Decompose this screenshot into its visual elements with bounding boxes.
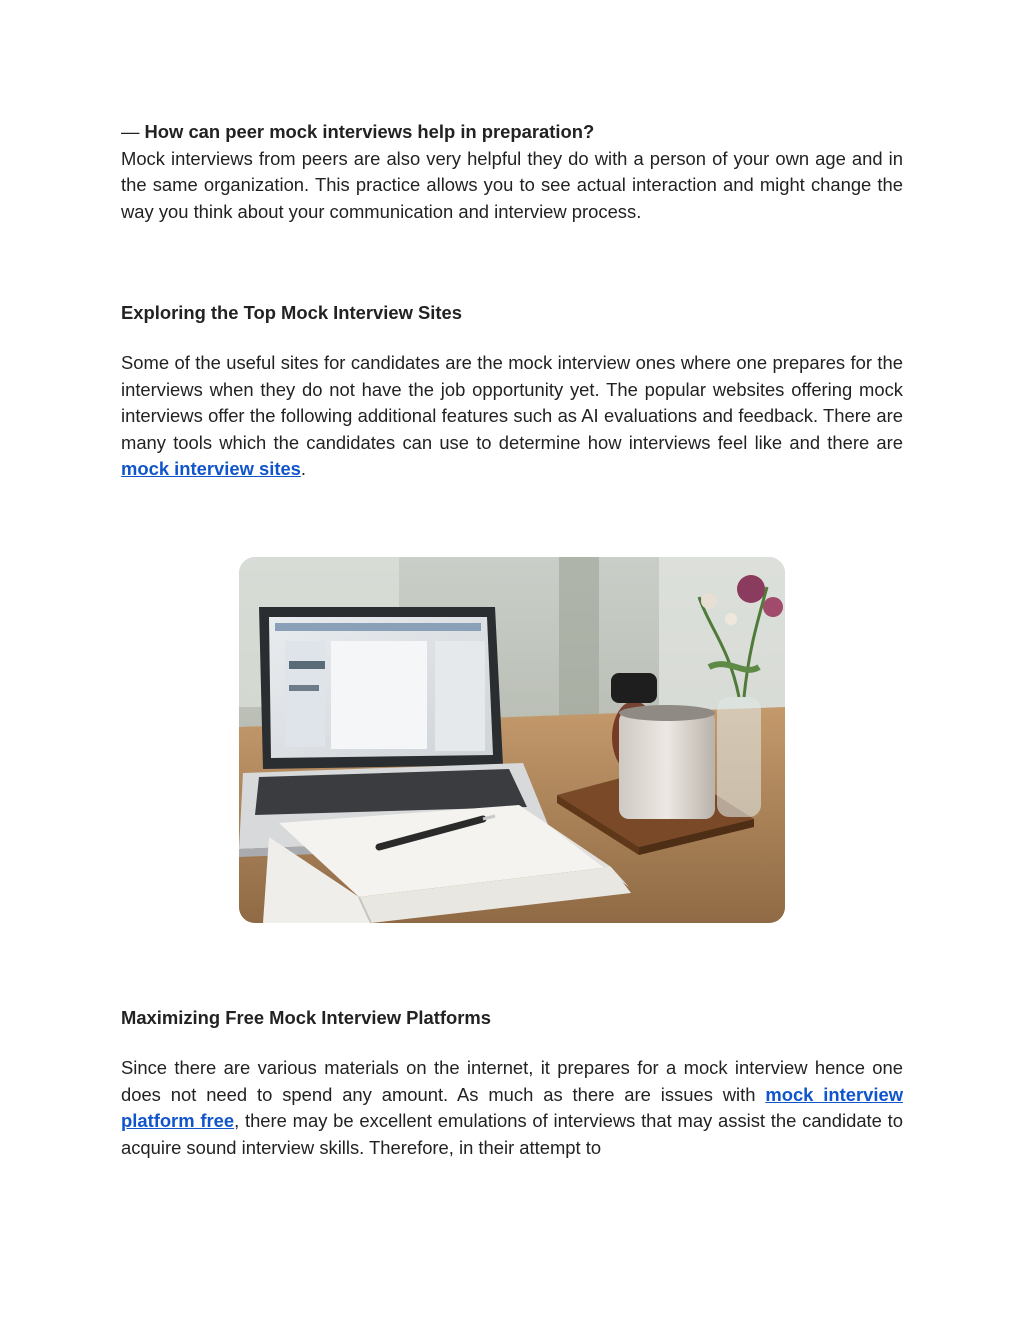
laptop-desk-photo: [239, 557, 785, 923]
intro-paragraph: [121, 119, 903, 225]
mock-interview-sites-link[interactable]: mock interview sites: [121, 458, 301, 479]
section1-heading: Exploring the Top Mock Interview Sites: [121, 302, 462, 323]
em-dash: —: [121, 121, 140, 142]
section1-body-text: Some of the useful sites for candidates are the mock interview ones where one prepares for the interviews when they do not have the job opportunity yet. The popular websites offering mock interviews offer the following additional features such as AI evaluations and feedback. There are many tools which the candidates can use to determine how interviews feel like and there are: [121, 352, 903, 453]
section2-heading: Maximizing Free Mock Interview Platforms: [121, 1007, 491, 1028]
section2-heading-block: [121, 1005, 903, 1031]
section1-body-block: [121, 350, 903, 483]
photo-illustration: [239, 557, 785, 923]
intro-question: How can peer mock interviews help in preparation?: [144, 121, 595, 142]
mock-interview-platform-free-link[interactable]: mock interview platform free: [121, 1083, 904, 1131]
section2-paragraph: [121, 1055, 903, 1161]
intro-body: Mock interviews from peers are also very helpful they do with a person of your own age and in the same organization. This practice allows you to see actual interaction and might change the way you think about your communication and interview process.: [121, 147, 903, 222]
section2-body-end: , there may be excellent emulations of interviews that may assist the candidate to acquire sound interview skills. Therefore, in their attempt to: [121, 1110, 903, 1158]
section1-heading-block: [121, 300, 903, 326]
section2-body-text: Since there are various materials on the internet, it prepares for a mock interview hence one does not need to spend any amount. As much as there are issues with: [121, 1057, 903, 1105]
section1-body-end: .: [300, 458, 307, 479]
section2-body-block: [121, 1055, 903, 1161]
intro-block: [121, 119, 903, 225]
section1-paragraph: [121, 350, 903, 483]
